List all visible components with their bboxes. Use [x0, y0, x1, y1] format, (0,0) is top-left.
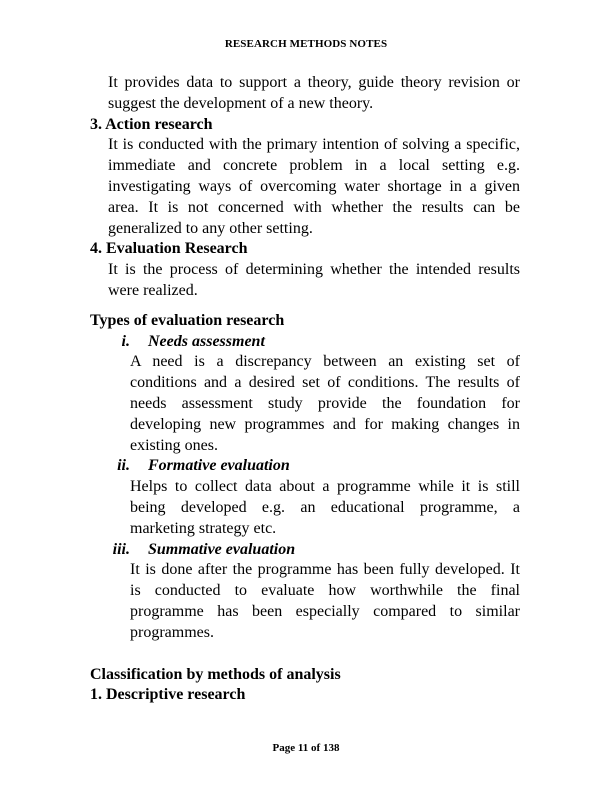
- document-body: [90, 73, 520, 706]
- action-research-heading: 3. Action research: [90, 115, 213, 133]
- type-title: Summative evaluation: [148, 540, 296, 558]
- type-numeral: i.: [121, 332, 130, 350]
- type-heading-summative: [90, 540, 520, 561]
- type-title: Needs assessment: [148, 332, 265, 350]
- classification-heading: Classification by methods of analysis: [90, 665, 341, 683]
- type-heading-formative: [90, 456, 520, 477]
- type-text-needs: A need is a discrepancy between an existing set of conditions and a desired set of conditions. The results of needs assessment study provide the foundation for developing new programmes and for making changes in existing ones.: [130, 353, 520, 454]
- descriptive-research-heading: 1. Descriptive research: [90, 686, 246, 704]
- evaluation-research-text: It is the process of determining whether the intended results were realized.: [108, 261, 520, 299]
- type-numeral: iii.: [112, 540, 130, 558]
- action-research-text: It is conducted with the primary intention of solving a specific, immediate and concrete problem in a local setting e.g. investigating ways of overcoming water shortage in a given area. It is not concerned with whether the results can be generalized to any other setting.: [108, 136, 520, 237]
- evaluation-research-heading: 4. Evaluation Research: [90, 240, 248, 258]
- intro-paragraph: It provides data to support a theory, guide theory revision or suggest the development of a new theory.: [108, 74, 520, 112]
- types-heading: Types of evaluation research: [90, 311, 285, 329]
- type-title: Formative evaluation: [148, 457, 290, 475]
- type-numeral: ii.: [117, 457, 130, 475]
- page-header: RESEARCH METHODS NOTES: [224, 38, 388, 50]
- page-footer: Page 11 of 138: [272, 742, 340, 754]
- type-text-formative: Helps to collect data about a programme while it is still being developed e.g. an educational programme, a marketing strategy etc.: [130, 478, 520, 537]
- type-text-summative: It is done after the programme has been fully developed. It is conducted to evaluate how worthwhile the final programme has been especially compared to similar programmes.: [130, 561, 520, 641]
- type-heading-needs: [90, 332, 520, 353]
